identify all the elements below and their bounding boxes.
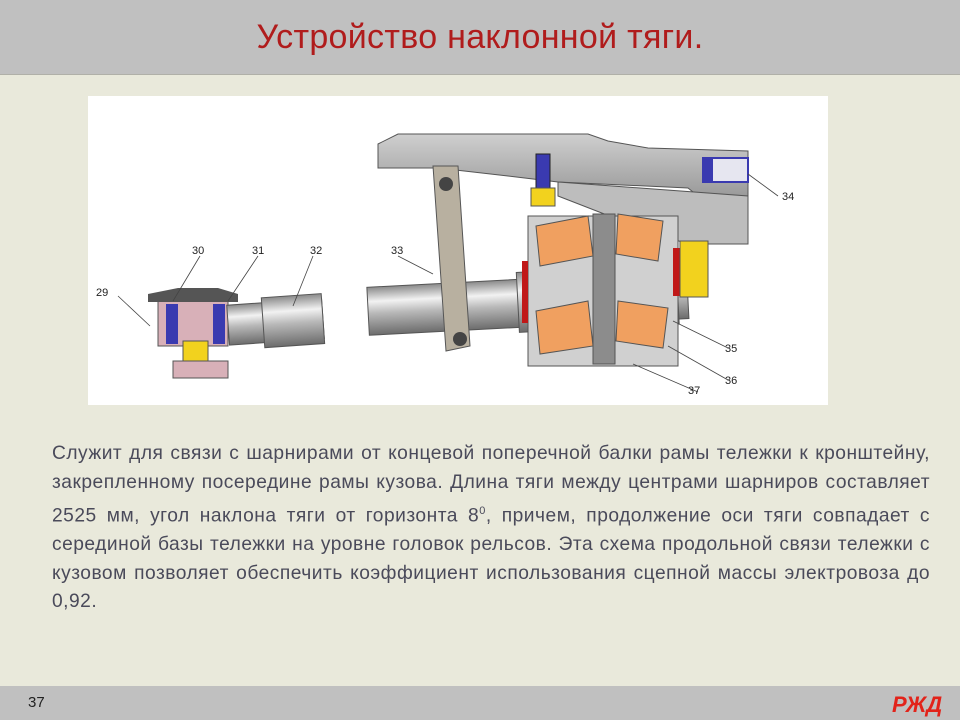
title-bar: [0, 0, 960, 75]
callout-32: 32: [310, 245, 323, 257]
rzd-logo-text: РЖД: [892, 692, 943, 717]
degree-superscript: 0: [479, 505, 486, 518]
callout-37: 37: [688, 385, 701, 397]
description-paragraph: Служит для связи с шарнирами от концевой поперечной балки рамы тележки к кронштейну, закрепленному посередине рамы кузова. Длина тяги между центрами шарниров составляет 2525 мм, угол наклона тяги от горизонта 8: [52, 443, 930, 527]
bearing-block: [528, 214, 678, 366]
callout-33: 33: [391, 245, 404, 257]
description-paragraph-tail: , причем, продолжение оси тяги совпадает с серединой базы тележки на уровне головок рельсов. Эта схема продольной связи тележки с кузовом позволяет обеспечить коэффициент использования сцепной массы электровоза до 0,92.: [52, 505, 930, 613]
linkage-diagram: [88, 96, 828, 405]
yellow-nut: [680, 241, 708, 297]
rzd-logo: [890, 688, 952, 718]
page-number: 37: [28, 694, 45, 711]
left-rod: [226, 294, 324, 351]
footer-bar: [0, 686, 960, 720]
description-text: [52, 440, 930, 617]
callout-30: 30: [192, 245, 205, 257]
callout-31: 31: [252, 245, 265, 257]
callout-35: 35: [725, 343, 738, 355]
slide-title: Устройство наклонной тяги.: [256, 18, 704, 56]
callout-34: 34: [782, 191, 795, 203]
callout-29: 29: [96, 287, 109, 299]
technical-drawing: [88, 96, 828, 405]
callout-36: 36: [725, 375, 738, 387]
left-joint: [148, 288, 238, 378]
